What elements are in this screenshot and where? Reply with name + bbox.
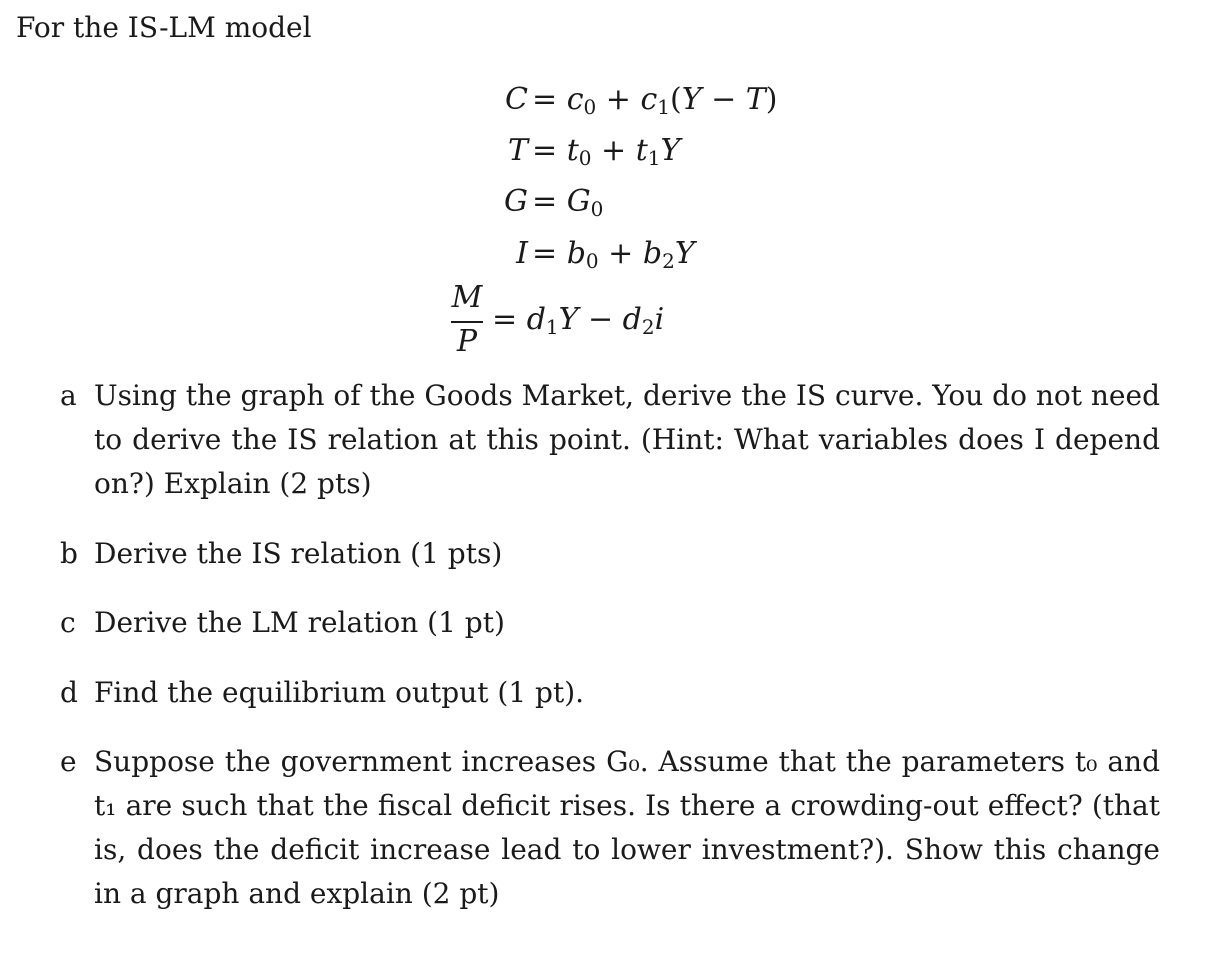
item-marker: a	[60, 379, 77, 412]
equation-money-market: = $d_1Y - d_2i$	[492, 302, 665, 339]
item-text: Using the graph of the Goods Market, derive the IS curve. You do not need to derive the IS relation at this point. (Hint: What variables does I depend on?) Explain (2 pts)	[94, 379, 1160, 500]
item-text: Derive the IS relation (1 pts)	[94, 537, 503, 570]
fraction-numerator: M	[451, 280, 483, 315]
equation-lhs: T	[507, 133, 528, 168]
equation-rhs: = $G_0$	[532, 184, 604, 221]
item-marker: d	[60, 676, 78, 709]
equation-rhs: = $c_0 + c_1(Y - T)$	[532, 82, 778, 119]
fraction-denominator: P	[456, 324, 478, 359]
money-supply-fraction	[445, 280, 489, 360]
item-marker: e	[60, 745, 77, 778]
intro-text: For the IS-LM model	[16, 11, 312, 44]
equation-block	[440, 80, 800, 370]
item-text: Suppose the government increases G₀. Assume that the parameters t₀ and t₁ are such that the fiscal deficit rises. Is there a crowding-out effect? (that is, does the deficit increase lead to lower investment?). Show this change in a graph and explain (2 pt)	[94, 745, 1160, 910]
equation-rhs: = $b_0 + b_2Y$	[532, 236, 695, 273]
equation-lhs: C	[505, 82, 528, 117]
fraction-bar	[451, 321, 483, 323]
item-marker: c	[60, 606, 76, 639]
equation-lhs: I	[516, 236, 528, 271]
item-text: Find the equilibrium output (1 pt).	[94, 676, 585, 709]
equation-rhs: = $t_0 + t_1Y$	[532, 133, 681, 170]
item-marker: b	[60, 537, 78, 570]
equation-lhs: G	[504, 184, 528, 219]
item-text: Derive the LM relation (1 pt)	[94, 606, 505, 639]
